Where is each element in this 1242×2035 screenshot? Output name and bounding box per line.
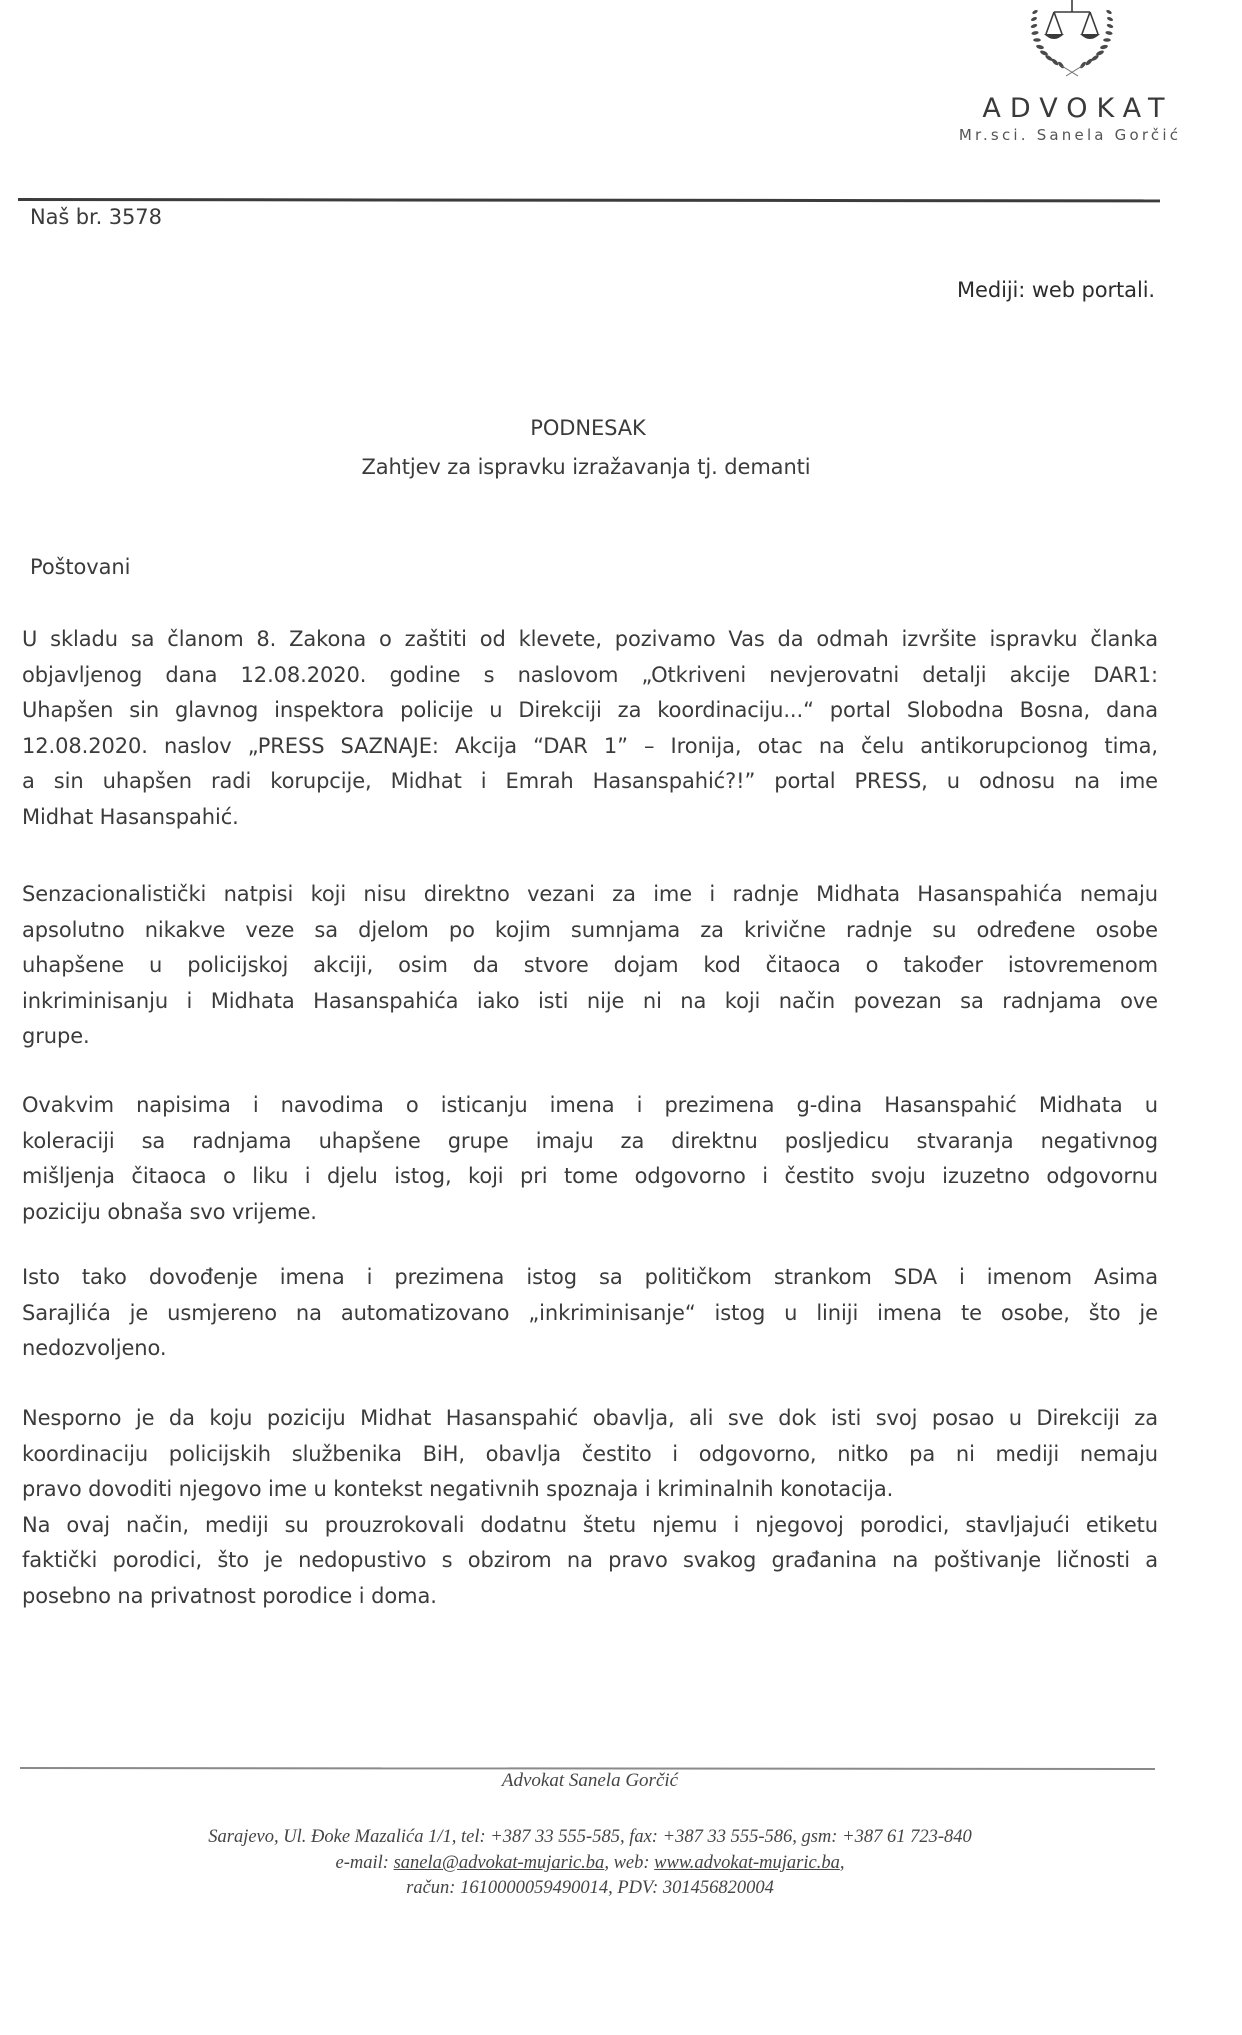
paragraph-line: a sin uhapšen radi korupcije, Midhat i Emrah Hasanspahić?!” portal PRESS, u odnosu na ime: [22, 769, 1158, 793]
paragraph-line: Senzacionalistički natpisi koji nisu direktno vezani za ime i radnje Midhata Hasanspahića nemaju: [22, 882, 1158, 906]
footer-address: Sarajevo, Ul. Đoke Mazalića 1/1, tel: +387 33 555-585, fax: +387 33 555-586, gsm: +387 61 723-840: [208, 1827, 972, 1847]
paragraph-line: uhapšene u policijskoj akciji, osim da stvore dojam kod čitaoca o također istovremenom: [22, 953, 1158, 977]
salutation: Poštovani: [30, 555, 131, 579]
paragraph: [22, 1260, 1158, 1367]
paragraph-line: Na ovaj način, mediji su prouzrokovali dodatnu štetu njemu i njegovoj porodici, stavljajući etiketu: [22, 1512, 1158, 1537]
paragraph-line: apsolutno nikakve veze sa djelom po kojim sumnjama za krivične radnje su određene osobe: [22, 917, 1158, 942]
paragraph: [22, 622, 1158, 835]
paragraph-line: faktički porodici, što je nedopustivo s obzirom na pravo svakog građanina na poštivanje ličnosti a: [22, 1548, 1158, 1572]
paragraph-line: nedozvoljeno.: [22, 1336, 167, 1360]
paragraph-line: mišljenja čitaoca o liku i djelu istog, koji pri tome odgovorno i čestito svoju izuzetno odgovornu: [22, 1164, 1158, 1188]
paragraph-line: Ovakvim napisima i navodima o isticanju imena i prezimena g-dina Hasanspahić Midhata u: [22, 1093, 1158, 1117]
web-label: , web:: [604, 1853, 650, 1873]
paragraph-line: pravo dovoditi njegovo ime u kontekst negativnih spoznaja i kriminalnih konotacija.: [22, 1477, 894, 1501]
recipient: Mediji: web portali.: [957, 278, 1155, 302]
paragraph-line: Uhapšen sin glavnog inspektora policije u Direkciji za koordinaciju...“ portal Slobodna Bosna, dana: [22, 698, 1158, 722]
paragraph-line: Nesporno je da koju poziciju Midhat Hasanspahić obavlja, ali sve dok isti svoj posao u Direkciji za: [22, 1406, 1158, 1430]
footer-firm-name: Advokat Sanela Gorčić: [501, 1770, 679, 1791]
email-link[interactable]: sanela@advokat-mujaric.ba: [393, 1853, 605, 1873]
footer-account: račun: 1610000059490014, PDV: 301456820004: [406, 1878, 774, 1898]
letterhead-title: ADVOKAT: [982, 93, 1174, 124]
paragraph-line: koleraciji sa radnjama uhapšene grupe imaju za direktnu posljedicu stvaranja negativnog: [22, 1128, 1158, 1153]
header-divider: [18, 198, 1160, 202]
reference-number: Naš br. 3578: [30, 205, 162, 229]
paragraph-line: grupe.: [22, 1024, 90, 1048]
paragraph-line: Midhat Hasanspahić.: [22, 804, 239, 829]
paragraph-line: koordinaciju policijskih službenika BiH, obavlja čestito i odgovorno, nitko pa ni mediji nemaju: [22, 1441, 1158, 1466]
scales-of-justice-logo-icon: [1022, 0, 1122, 82]
paragraph: [22, 877, 1158, 1055]
paragraph-line: Isto tako dovođenje imena i prezimena istog sa političkom strankom SDA i imenom Asima: [22, 1265, 1158, 1289]
paragraph-line: 12.08.2020. naslov „PRESS SAZNAJE: Akcija “DAR 1” – Ironija, otac na čelu antikorupcionog tima,: [22, 733, 1158, 758]
paragraph: [22, 1401, 1158, 1614]
paragraph-line: U skladu sa članom 8. Zakona o zaštiti od klevete, pozivamo Vas da odmah izvršite ispravku članka: [22, 627, 1158, 651]
paragraph: [22, 1088, 1158, 1230]
paragraph-line: posebno na privatnost porodice i doma.: [22, 1583, 437, 1608]
email-label: e-mail:: [335, 1853, 389, 1873]
web-suffix: ,: [839, 1853, 845, 1873]
web-link[interactable]: www.advokat-mujaric.ba: [654, 1853, 840, 1873]
paragraph-line: inkriminisanju i Midhata Hasanspahića iako isti nije ni na koji način povezan sa radnjama ove: [22, 988, 1158, 1013]
footer-contact: [0, 1853, 1180, 1874]
paragraph-line: Sarajlića je usmjereno na automatizovano „inkriminisanje“ istog u liniji imena te osobe, što je: [22, 1300, 1158, 1325]
paragraph-line: objavljenog dana 12.08.2020. godine s naslovom „Otkriveni nevjerovatni detalji akcije DAR1:: [22, 662, 1158, 687]
document-title: PODNESAK: [530, 416, 646, 440]
document-subtitle: Zahtjev za ispravku izražavanja tj. demanti: [361, 455, 811, 479]
paragraph-line: poziciju obnaša svo vrijeme.: [22, 1199, 317, 1224]
letterhead-subtitle: Mr.sci. Sanela Gorčić: [958, 126, 1182, 144]
